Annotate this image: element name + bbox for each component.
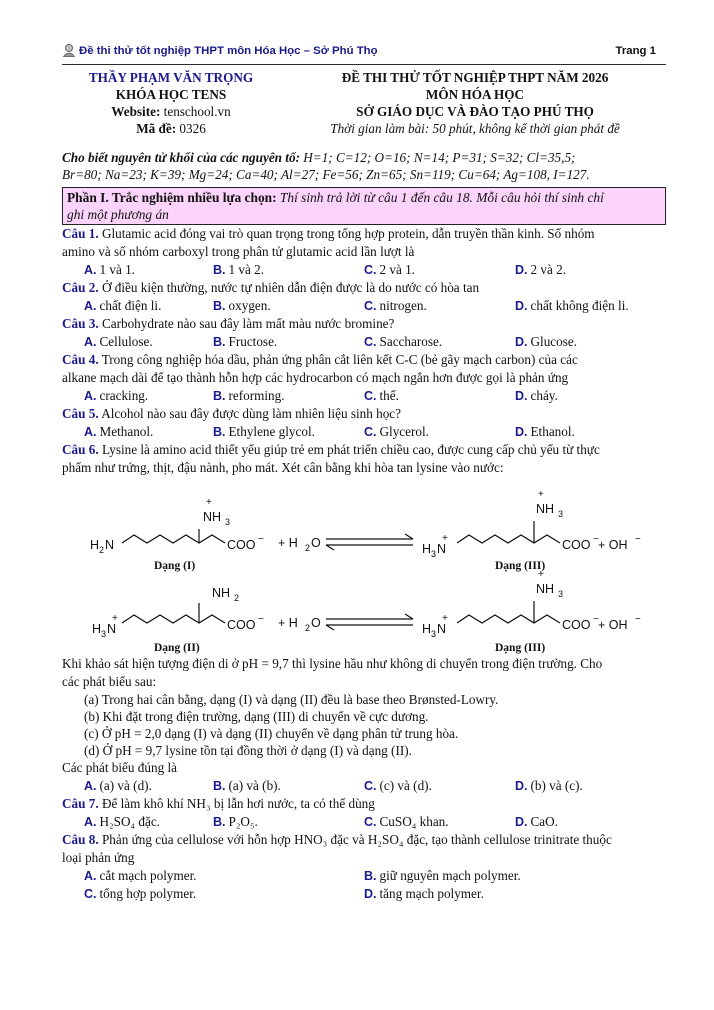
option-b[interactable]	[213, 297, 364, 315]
section-desc: Thí sinh trả lời từ câu 1 đến câu 18. Mỗi câu hỏi thí sinh chỉ	[279, 190, 604, 205]
option-letter: A.	[84, 299, 97, 313]
option-a[interactable]	[62, 813, 213, 831]
option-text: CuSO₄ khan.	[379, 814, 449, 829]
option-text: reforming.	[228, 388, 285, 403]
hydroxide: + OH	[598, 538, 628, 552]
option-letter: B.	[213, 389, 226, 403]
option-c[interactable]	[364, 333, 515, 351]
charge-plus: +	[112, 613, 118, 624]
option-c[interactable]	[364, 297, 515, 315]
question-7	[62, 795, 666, 813]
option-c[interactable]	[364, 813, 515, 831]
option-letter: C.	[364, 299, 377, 313]
option-text: cracking.	[99, 388, 149, 403]
option-text: Glycerol.	[379, 424, 429, 439]
options-q4	[62, 387, 666, 405]
option-c[interactable]	[62, 885, 364, 903]
option-text: nitrogen.	[379, 298, 427, 313]
option-text: oxygen.	[228, 298, 271, 313]
exam-code: 0326	[179, 121, 206, 136]
question-text-cont: alkane mạch dài để tạo thành hỗn hợp các hydrocarbon có mạch ngắn hơn được gọi là phản ứng	[62, 370, 569, 385]
subscript: 3	[431, 549, 437, 559]
option-text: cắt mạch polymer.	[99, 868, 197, 883]
n-atom: N	[437, 622, 447, 636]
question-text-cont: các phát biểu sau:	[62, 674, 157, 689]
form-i-label: Dạng (I)	[154, 560, 196, 572]
option-text: (b) và (c).	[530, 778, 583, 793]
website-link[interactable]: tenschool.vn	[163, 104, 231, 119]
charge-plus: +	[442, 533, 448, 544]
question-text: Ở điều kiện thường, nước tự nhiên dẫn điện được là do nước có hòa tan	[101, 280, 480, 295]
n-atom: N	[437, 542, 447, 556]
option-b[interactable]	[213, 261, 364, 279]
subscript: 3	[225, 517, 231, 527]
question-text: Alcohol nào sau đây được dùng làm nhiên liệu sinh học?	[101, 406, 402, 421]
nh2-group: NH	[212, 586, 231, 600]
water: + H	[278, 616, 298, 630]
teacher-name: THẦY PHẠM VĂN TRỌNG	[88, 70, 254, 85]
question-text: Trong công nghiệp hóa dầu, phản ứng phân cắt liên kết C-C (bẻ gãy mạch carbon) của các	[101, 352, 578, 367]
atomic-masses-line1: H=1; C=12; O=16; N=14; P=31; S=32; Cl=35,5;	[303, 150, 576, 165]
option-letter: B.	[213, 815, 226, 829]
option-letter: B.	[213, 263, 226, 277]
option-letter: C.	[364, 425, 377, 439]
charge-plus: +	[538, 569, 544, 580]
water: + H	[278, 536, 298, 550]
question-3	[62, 315, 666, 333]
question-text-cont: amino và số nhóm carboxyl trong phân tử glutamic acid lần lượt là	[62, 244, 415, 259]
option-letter: D.	[515, 299, 528, 313]
option-text: (c) và (d).	[379, 778, 432, 793]
subscript: 2	[305, 623, 311, 633]
statement-b: (b) Khi đặt trong điện trường, dạng (III) di chuyển về cực dương.	[84, 709, 429, 724]
option-letter: A.	[84, 425, 97, 439]
charge-minus: −	[593, 614, 599, 625]
nh3-group: NH	[536, 502, 555, 516]
option-letter: C.	[364, 815, 377, 829]
subscript: 2	[234, 593, 240, 603]
option-text: tổng hợp polymer.	[99, 886, 197, 901]
nh3-group: NH	[203, 510, 222, 524]
question-text-cont: loại phản ứng	[62, 850, 135, 865]
form-iii-label: Dạng (III)	[495, 642, 546, 654]
question-1	[62, 225, 666, 261]
options-q3	[62, 333, 666, 351]
time-limit: Thời gian làm bài: 50 phút, không kể thời gian phát đề	[330, 121, 620, 136]
option-letter: B.	[213, 779, 226, 793]
option-letter: D.	[364, 887, 377, 901]
option-letter: D.	[515, 389, 528, 403]
website-label: Website:	[111, 104, 161, 119]
options-q1	[62, 261, 666, 279]
question-text-cont: phẩm như trứng, thịt, đậu nành, pho mát. Xét cân bằng khi hòa tan lysine vào nước:	[62, 460, 504, 475]
question-text: Phản ứng của cellulose với hỗn hợp HNO₃ đặc và H₂SO₄ đặc, tạo thành cellulose trinitrate thuộc	[101, 832, 612, 847]
option-d[interactable]	[515, 297, 666, 315]
question-6-prompt: Các phát biểu đúng là	[62, 760, 177, 775]
options-q5	[62, 423, 666, 441]
option-text: H₂SO₄ đặc.	[99, 814, 160, 829]
subscript: 3	[431, 629, 437, 639]
option-b[interactable]	[213, 777, 364, 795]
option-b[interactable]	[213, 813, 364, 831]
option-a[interactable]	[62, 867, 364, 885]
option-b[interactable]	[364, 867, 666, 885]
hydroxide: + OH	[598, 618, 628, 632]
option-text: Ethanol.	[530, 424, 575, 439]
option-text: Glucose.	[530, 334, 578, 349]
option-text: (a) và (b).	[228, 778, 281, 793]
question-number: Câu 6.	[62, 442, 99, 457]
statement-c: (c) Ở pH = 2,0 dạng (I) và dạng (II) chuyển về dạng phân tử trung hòa.	[84, 726, 459, 741]
option-text: chất không điện li.	[530, 298, 629, 313]
coo-group: COO	[562, 538, 591, 552]
arrowhead	[405, 534, 413, 539]
lysine-equilibrium-scheme	[62, 477, 666, 655]
option-c[interactable]	[364, 261, 515, 279]
option-letter: A.	[84, 389, 97, 403]
option-letter: C.	[364, 389, 377, 403]
question-number: Câu 7.	[62, 796, 99, 811]
question-4	[62, 351, 666, 387]
option-text: 2 và 1.	[379, 262, 416, 277]
coo-group: COO	[227, 618, 256, 632]
options-q8-row1	[62, 867, 666, 885]
option-a[interactable]	[62, 297, 213, 315]
statement-a: (a) Trong hai cân bằng, dạng (I) và dạng (II) đều là base theo Brønsted-Lowry.	[84, 692, 499, 707]
department: SỞ GIÁO DỤC VÀ ĐÀO TẠO PHÚ THỌ	[356, 104, 594, 119]
scheme-bonds	[122, 521, 560, 630]
subscript: 3	[558, 509, 564, 519]
option-letter: B.	[364, 869, 377, 883]
option-letter: D.	[515, 335, 528, 349]
question-text: Khi khảo sát hiện tượng điện di ở pH = 9,7 thì lysine hầu như không di chuyển trong điện trường. Cho	[62, 656, 603, 671]
subject: MÔN HÓA HỌC	[425, 87, 525, 102]
option-text: 1 và 1.	[99, 262, 136, 277]
question-number: Câu 4.	[62, 352, 99, 367]
option-a[interactable]	[62, 387, 213, 405]
h3n-group: H	[422, 542, 432, 556]
options-q6	[62, 777, 666, 795]
course-name: KHÓA HỌC TENS	[115, 87, 227, 102]
section-title: Phần I. Trắc nghiệm nhiều lựa chọn:	[67, 190, 277, 205]
option-letter: D.	[515, 425, 528, 439]
option-text: Saccharose.	[379, 334, 443, 349]
option-letter: B.	[213, 425, 226, 439]
question-number: Câu 2.	[62, 280, 99, 295]
option-text: P₂O₅.	[228, 814, 258, 829]
option-letter: A.	[84, 779, 97, 793]
nh3-group: NH	[536, 582, 555, 596]
option-letter: C.	[364, 263, 377, 277]
form-iii-label: Dạng (III)	[495, 560, 546, 572]
option-letter: A.	[84, 869, 97, 883]
option-d[interactable]	[515, 813, 666, 831]
charge-plus: +	[206, 497, 212, 508]
option-d[interactable]	[515, 333, 666, 351]
option-text: Cellulose.	[99, 334, 153, 349]
charge-minus: −	[258, 614, 264, 625]
option-letter: D.	[515, 779, 528, 793]
option-text: tăng mạch polymer.	[379, 886, 484, 901]
n-atom: N	[105, 538, 115, 552]
charge-plus: +	[538, 489, 544, 500]
exam-code-label: Mã đề:	[136, 121, 177, 136]
question-text: Carbohydrate nào sau đây làm mất màu nước bromine?	[101, 316, 395, 331]
question-number: Câu 5.	[62, 406, 99, 421]
option-c[interactable]	[364, 777, 515, 795]
option-text: giữ nguyên mạch polymer.	[379, 868, 521, 883]
coo-group: COO	[562, 618, 591, 632]
option-letter: D.	[515, 815, 528, 829]
option-letter: A.	[84, 335, 97, 349]
page-header	[62, 40, 666, 65]
option-letter: C.	[364, 335, 377, 349]
h2n-group: H	[90, 538, 100, 552]
option-d[interactable]	[515, 387, 666, 405]
n-atom: N	[107, 622, 117, 636]
option-b[interactable]	[213, 333, 364, 351]
options-q7	[62, 813, 666, 831]
scheme-labels	[90, 489, 641, 654]
options-q2	[62, 297, 666, 315]
option-letter: B.	[213, 299, 226, 313]
option-letter: B.	[213, 335, 226, 349]
document-title: Đề thi thử tốt nghiệp THPT môn Hóa Học – Sở Phú Thọ	[79, 45, 378, 57]
question-number: Câu 3.	[62, 316, 99, 331]
option-text: chất điện li.	[99, 298, 162, 313]
option-letter: A.	[84, 815, 97, 829]
option-text: thế.	[379, 388, 399, 403]
atomic-masses	[62, 149, 666, 183]
arrowhead	[326, 545, 334, 550]
question-number: Câu 8.	[62, 832, 99, 847]
option-text: (a) và (d).	[99, 778, 152, 793]
question-text: Glutamic acid đóng vai trò quan trọng trong tổng hợp protein, dẫn truyền thần kinh. Số nhóm	[101, 226, 595, 241]
option-a[interactable]	[62, 777, 213, 795]
question-number: Câu 1.	[62, 226, 99, 241]
charge-plus: +	[442, 613, 448, 624]
atomic-masses-label: Cho biết nguyên tử khối của các nguyên tố:	[62, 150, 300, 165]
question-8	[62, 831, 666, 867]
question-2	[62, 279, 666, 297]
subscript: 3	[101, 629, 107, 639]
option-a[interactable]	[62, 261, 213, 279]
option-text: 1 và 2.	[228, 262, 265, 277]
option-a[interactable]	[62, 423, 213, 441]
arrowhead	[405, 614, 413, 619]
option-d[interactable]	[364, 885, 666, 903]
charge-minus: −	[635, 534, 641, 545]
options-q8-row2	[62, 885, 666, 903]
option-letter: C.	[364, 779, 377, 793]
teacher-avatar-icon	[62, 43, 76, 57]
question-6-body	[62, 655, 666, 691]
option-letter: A.	[84, 263, 97, 277]
arrowhead	[326, 625, 334, 630]
water-o: O	[311, 616, 321, 630]
exam-header	[62, 65, 666, 149]
option-text: Fructose.	[228, 334, 278, 349]
question-6	[62, 441, 666, 477]
option-text: 2 và 2.	[530, 262, 567, 277]
question-text: Để làm khô khí NH₃ bị lẫn hơi nước, ta có thể dùng	[101, 796, 375, 811]
section-desc-2: ghi một phương án	[67, 207, 169, 222]
option-c[interactable]	[364, 387, 515, 405]
page-number: Trang 1	[615, 45, 656, 57]
exam-title: ĐỀ THI THỬ TỐT NGHIỆP THPT NĂM 2026	[341, 70, 609, 85]
option-c[interactable]	[364, 423, 515, 441]
option-b[interactable]	[213, 423, 364, 441]
option-letter: C.	[84, 887, 97, 901]
water-o: O	[311, 536, 321, 550]
h3n-group: H	[92, 622, 102, 636]
option-text: CaO.	[530, 814, 558, 829]
subscript: 2	[99, 545, 105, 555]
option-a[interactable]	[62, 333, 213, 351]
subscript: 3	[558, 589, 564, 599]
form-ii-chain	[122, 615, 225, 623]
option-text: Methanol.	[99, 424, 154, 439]
charge-minus: −	[258, 534, 264, 545]
option-text: Ethylene glycol.	[228, 424, 315, 439]
option-letter: D.	[515, 263, 528, 277]
option-d[interactable]	[515, 423, 666, 441]
charge-minus: −	[593, 534, 599, 545]
statement-d: (d) Ở pH = 9,7 lysine tồn tại đồng thời ở dạng (I) và dạng (II).	[84, 743, 412, 758]
coo-group: COO	[227, 538, 256, 552]
section-banner	[62, 187, 666, 225]
charge-minus: −	[635, 614, 641, 625]
form-iii-chain-top	[457, 535, 560, 543]
option-text: cháy.	[530, 388, 558, 403]
option-b[interactable]	[213, 387, 364, 405]
option-d[interactable]	[515, 261, 666, 279]
option-d[interactable]	[515, 777, 666, 795]
question-text: Lysine là amino acid thiết yếu giúp trẻ em phát triển chiều cao, được cung cấp chủ yếu từ thực	[101, 442, 600, 457]
h3n-group: H	[422, 622, 432, 636]
form-iii-chain-bottom	[457, 615, 560, 623]
question-5	[62, 405, 666, 423]
exam-page	[62, 40, 666, 903]
form-i-chain	[122, 535, 225, 543]
form-ii-label: Dạng (II)	[154, 642, 200, 654]
atomic-masses-line2: Br=80; Na=23; K=39; Mg=24; Ca=40; Al=27; Fe=56; Zn=65; Sn=119; Cu=64; Ag=108, I=127.	[62, 167, 590, 182]
subscript: 2	[305, 543, 311, 553]
